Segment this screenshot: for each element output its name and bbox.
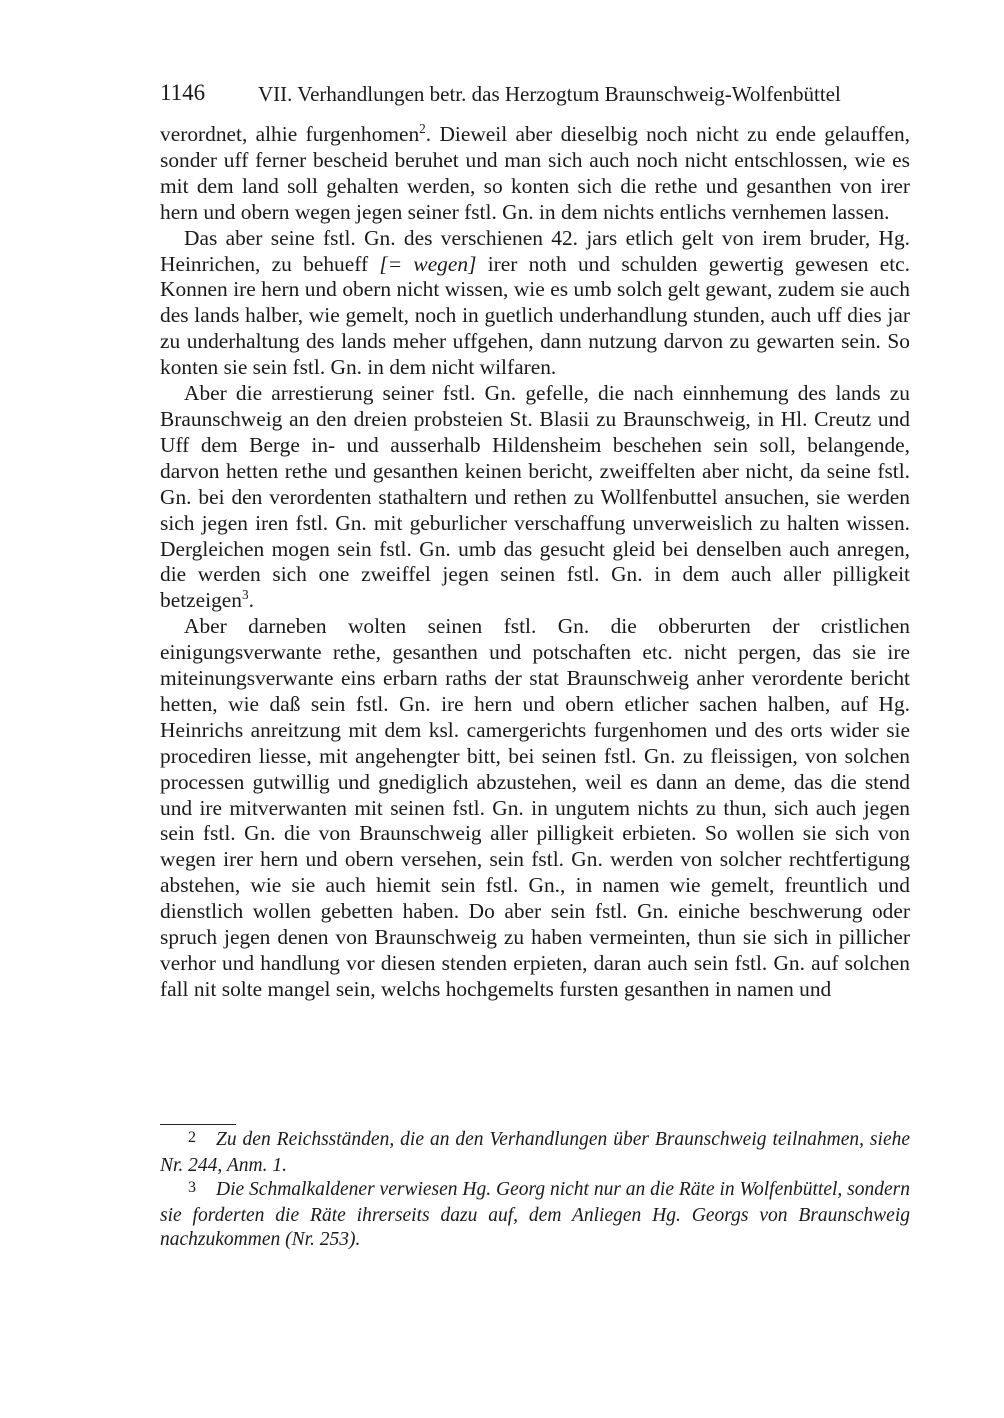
footnote-number: 2 bbox=[188, 1129, 196, 1146]
paragraph-2-after: irer noth und schulden gewertig gewesen etc. Konnen ire hern und obern nicht wissen, wie es umb solch gelt gewant, zudem sie auch des lands halber, wie gemelt, noch in guetlich underhandlung stunden, auch uff dies jar zu underhaltung des lands meher uffgehen, dann nutzung darvon zu gewarten sein. So konten sie sein fstl. Gn. in dem nicht wilfaren. bbox=[160, 251, 911, 380]
footnote-2 bbox=[160, 1128, 910, 1178]
paragraph-4: Aber darneben wolten seinen fstl. Gn. die obberurten der cristlichen einigungsverwante rethe, gesanthen und potschaften etc. nicht pergen, das sie ire miteinungsverwante eins erbarn raths der stat Braunschweig anher verordente bericht hetten, wie daß sein fstl. Gn. ire hern und obern etlicher sachen halben, auf Hg. Heinrichs anreitzung mit dem ksl. camergerichts furgenhomen und des orts wider sie procediren liesse, mit angehengter bitt, bei seinen fstl. Gn. zu fleissigen, von solchen processen gutwillig und gnediglich abzustehen, weil es dann an deme, das die stend und ire mitverwanten mit seinen fstl. Gn. in ungutem nichts zu thun, sich auch jegen sein fstl. Gn. die von Braunschweig aller pilligkeit erbieten. So wollen sie sich von wegen irer hern und obern versehen, sein fstl. Gn. werden von solcher rechtfertigung abstehen, wie sie auch hiemit sein fstl. Gn., in namen wie gemelt, freuntlich und dienstlich wollen gebetten haben. Do aber sein fstl. Gn. einiche beschwerung oder spruch jegen denen von Braunschweig zu haben vermeinten, thun sie sich in pillicher verhor und handlung vor diesen stenden erpieten, daran auch sein fstl. Gn. auf solchen fall nit solte mangel sein, welchs hochgemelts fursten gesanthen in namen und bbox=[160, 614, 910, 1001]
footnote-rule bbox=[160, 1124, 236, 1125]
paragraph-2-before: Das aber seine fstl. Gn. des verschienen 42. jars etlich gelt von irem bruder, Hg. Heinrichen, zu behueff bbox=[160, 225, 910, 276]
paragraph-2 bbox=[160, 226, 910, 381]
main-text bbox=[160, 122, 910, 1003]
footnote-ref-3[interactable]: 3 bbox=[241, 587, 249, 603]
running-title: VII. Verhandlungen betr. das Herzogtum Braunschweig-Wolfenbüttel bbox=[258, 82, 841, 106]
footnote-text: Die Schmalkaldener verwiesen Hg. Georg nicht nur an die Räte in Wolfenbüttel, sondern sie forderten die Räte ihrerseits dazu auf, dem Anliegen Hg. Georgs von Braunschweig nachzukommen (Nr. 253). bbox=[160, 1179, 910, 1251]
editorial-gloss: [= wegen] bbox=[379, 251, 477, 276]
footnote-text: Zu den Reichsständen, die an den Verhandlungen über Braunschweig teilnahmen, siehe Nr. 244, Anm. 1. bbox=[160, 1129, 910, 1176]
paragraph-1-rest: . Dieweil aber dieselbig noch nicht zu ende gelauffen, sonder uff ferner bescheid beruhet und man sich auch noch nicht entschlossen, wie es mit dem land soll gehalten werden, so konten sich die rethe und gesanthen von irer hern und obern wegen jegen seiner fstl. Gn. in dem nichts entlichs vernhemen lassen. bbox=[160, 122, 910, 224]
paragraph-3-end: . bbox=[248, 588, 254, 613]
paragraph-1 bbox=[160, 122, 910, 226]
paragraph-3-text: Aber die arrestierung seiner fstl. Gn. gefelle, die nach einnhemung des lands zu Braunschweig an den dreien probsteien St. Blasii zu Braunschweig, in Hl. Creutz und Uff dem Berge in- und ausserhalb Hildensheim beschehen sein soll, belangende, darvon hetten rethe und gesanthen keinen bericht, zweiffelten aber nicht, da seine fstl. Gn. bei den verordenten stathaltern und rethen zu Wollfenbuttel ansuchen, sie werden sich jegen iren fstl. Gn. mit geburlicher verschaffung unverweislich zu halten wissen. Dergleichen mogen sein fstl. Gn. umb das gesucht gleid bei denselben auch anregen, die werden sich one zweiffel jegen seinen fstl. Gn. in dem auch aller pilligkeit betzeigen bbox=[160, 381, 910, 613]
page-number: 1146 bbox=[160, 80, 206, 105]
paragraph-3 bbox=[160, 381, 910, 614]
footnote-3 bbox=[160, 1178, 910, 1253]
paragraph-1-text: verordnet, alhie furgenhomen bbox=[160, 122, 420, 146]
footnote-number: 3 bbox=[188, 1179, 196, 1197]
footnotes bbox=[160, 1128, 910, 1253]
footnote-ref-2[interactable]: 2 bbox=[419, 120, 426, 136]
running-header bbox=[160, 80, 910, 106]
